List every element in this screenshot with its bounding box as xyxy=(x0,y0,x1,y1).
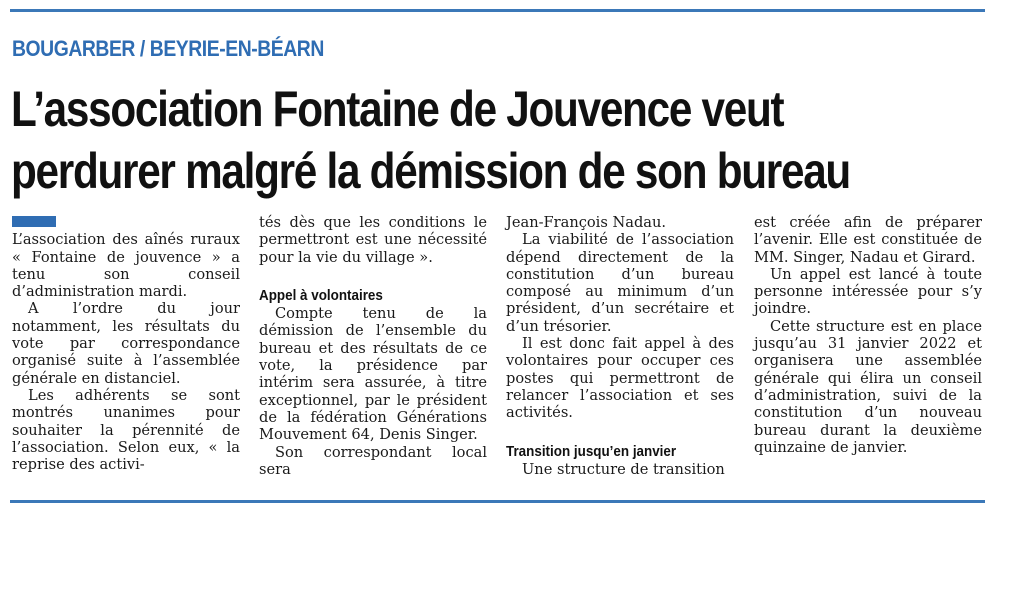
paragraph: Cette structure est en place jusqu’au 31 janvier 2022 et organisera une assemblée générale qui élira un conseil d’administration, suivi de la constitution d’un nouveau bureau durant la deuxième quinzaine de janvier. xyxy=(754,317,982,456)
article-column-3 xyxy=(506,214,734,478)
paragraph: Les adhérents se sont montrés unanimes pour souhaiter la pérennité de l’association. Selon eux, « la reprise des activi- xyxy=(12,386,240,474)
article-headline xyxy=(11,78,850,202)
top-rule xyxy=(10,9,985,12)
subheading-appel: Appel à volontaires xyxy=(259,287,383,304)
headline-line-2: perdurer malgré la démission de son bureau xyxy=(11,143,850,199)
paragraph: Il est donc fait appel à des volontaires pour occuper ces postes qui permettront de relancer l’association et ses activités. xyxy=(506,335,734,422)
paragraph: Compte tenu de la démission de l’ensemble du bureau et des résultats de ce vote, la présidence par intérim sera assurée, à titre exceptionnel, par le président de la fédération Générations Mouvement 64, Denis Singer. xyxy=(259,305,487,444)
article-column-1 xyxy=(12,214,240,473)
headline-line-1: L’association Fontaine de Jouvence veut xyxy=(11,81,784,137)
paragraph: La viabilité de l’association dépend directement de la constitution d’un bureau composé au minimum d’un président, d’un secrétaire et d’un trésorier. xyxy=(506,231,734,335)
paragraph: est créée afin de préparer l’avenir. Elle est constituée de MM. Singer, Nadau et Girard. xyxy=(754,214,982,266)
article-column-2 xyxy=(259,214,487,478)
paragraph: Son correspondant local sera xyxy=(259,443,487,478)
paragraph: Un appel est lancé à toute personne intéressée pour s’y joindre. xyxy=(754,265,982,318)
article-column-4 xyxy=(754,214,982,456)
paragraph: Une structure de transition xyxy=(522,460,725,478)
paragraph: L’association des aînés ruraux « Fontaine de jouvence » a tenu son conseil d’administration mardi. xyxy=(12,231,240,301)
paragraph: tés dès que les conditions le permettront est une nécessité pour la vie du village ». xyxy=(259,214,487,266)
paragraph: A l’ordre du jour notamment, les résultats du vote par correspondance organisé suite à l’assemblée générale en distanciel. xyxy=(12,300,240,387)
subheading-transition: Transition jusqu’en janvier xyxy=(506,443,677,460)
paragraph: Jean-François Nadau. xyxy=(506,214,667,231)
location-kicker: BOUGARBER / BEYRIE-EN-BÉARN xyxy=(12,36,324,61)
bottom-rule xyxy=(10,500,985,503)
